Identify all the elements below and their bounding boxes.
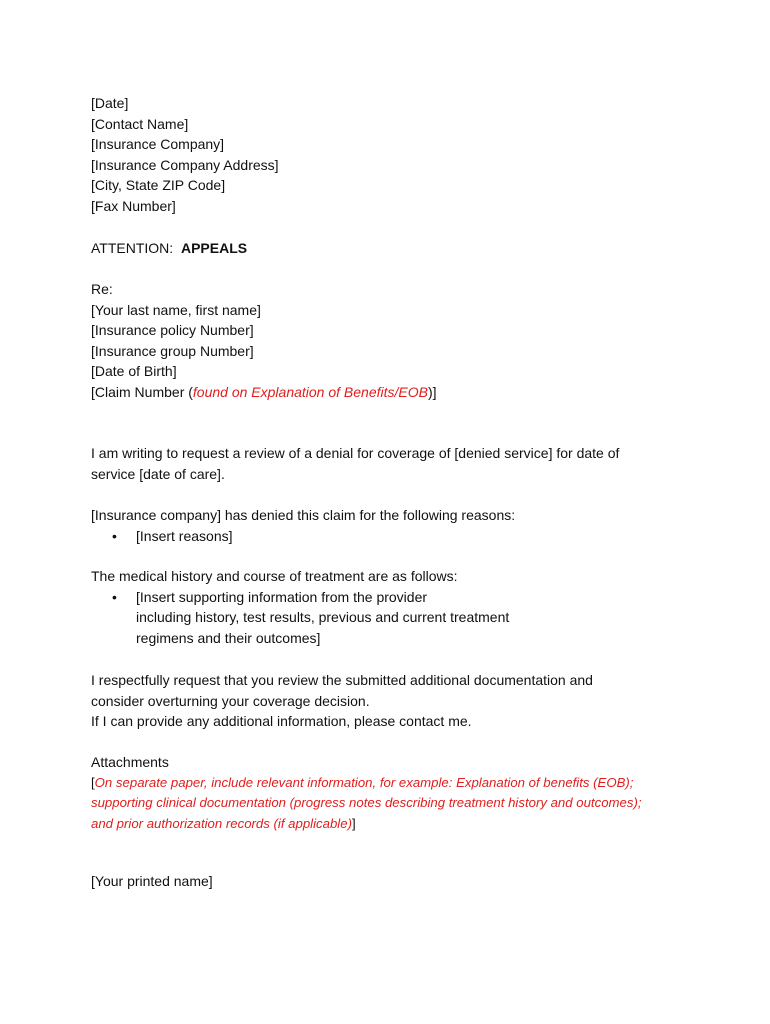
- history-bullet-text-2: including history, test results, previous and current treatment: [136, 609, 510, 626]
- date-line: [Date]: [91, 95, 129, 111]
- intro-paragraph: [91, 443, 619, 484]
- attachments-note-3: and prior authorization records (if applicable): [91, 815, 352, 831]
- history-bullet-continuation: [91, 628, 509, 649]
- attachments-bracket-close: ]: [351, 815, 356, 831]
- attachments-note-line-1: [91, 773, 642, 794]
- re-dob-line: [Date of Birth]: [91, 363, 177, 380]
- denial-paragraph: [91, 505, 515, 546]
- bullet-marker: •: [112, 588, 117, 605]
- re-claim-line: [91, 382, 437, 403]
- attention-label: ATTENTION:: [91, 240, 174, 256]
- history-bullet-text-1: [Insert supporting information from the provider: [136, 588, 428, 605]
- request-line-2: consider overturning your coverage decision.: [91, 692, 370, 709]
- insurance-company-line: [Insurance Company]: [91, 136, 225, 153]
- addressee-block: [91, 93, 279, 217]
- attachments-bracket-open: [: [91, 774, 95, 790]
- history-bullet-text-3: regimens and their outcomes]: [136, 629, 321, 646]
- attention-block: [91, 238, 247, 259]
- attention-line: [91, 238, 247, 259]
- contact-name-line: [Contact Name]: [91, 115, 189, 132]
- denial-bullet-text: [Insert reasons]: [136, 527, 233, 544]
- re-block: [91, 279, 437, 403]
- attachments-note-line-2: [91, 793, 642, 814]
- history-bullet-item: [91, 587, 509, 608]
- history-paragraph: [91, 566, 509, 648]
- re-label: Re:: [91, 281, 113, 297]
- intro-line-1: I am writing to request a review of a denial for coverage of [denied service] for date of: [91, 445, 620, 461]
- request-line-3: If I can provide any additional information, please contact me.: [91, 713, 472, 730]
- attachments-note-1: On separate paper, include relevant information, for example: Explanation of benefits (EOB);: [94, 774, 634, 790]
- printed-name-line: [Your printed name]: [91, 873, 213, 889]
- city-state-zip-line: [City, State ZIP Code]: [91, 177, 226, 194]
- denial-bullet-item: [91, 526, 515, 547]
- re-policy-line: [Insurance policy Number]: [91, 322, 254, 339]
- attachments-note-line-3: [91, 814, 642, 835]
- claim-note: found on Explanation of Benefits/EOB: [192, 383, 428, 400]
- attachments-note-2: supporting clinical documentation (progress notes describing treatment history and outcomes);: [91, 795, 642, 811]
- request-paragraph: [91, 670, 593, 732]
- attachments-label: Attachments: [91, 754, 169, 770]
- bullet-marker: •: [112, 527, 117, 544]
- intro-line-2: service [date of care].: [91, 465, 225, 482]
- request-line-1: I respectfully request that you review the submitted additional documentation and: [91, 672, 593, 688]
- attention-value: APPEALS: [180, 240, 248, 256]
- fax-number-line: [Fax Number]: [91, 197, 176, 214]
- history-line: The medical history and course of treatment are as follows:: [91, 568, 458, 584]
- claim-suffix: )]: [427, 383, 437, 400]
- insurance-address-line: [Insurance Company Address]: [91, 156, 279, 173]
- signature-block: [91, 871, 213, 892]
- attachments-block: [91, 752, 642, 834]
- claim-prefix: [Claim Number (: [91, 383, 193, 400]
- denial-line: [Insurance company] has denied this claim for the following reasons:: [91, 507, 516, 523]
- re-group-line: [Insurance group Number]: [91, 342, 254, 359]
- history-bullet-continuation: [91, 607, 509, 628]
- re-name-line: [Your last name, first name]: [91, 301, 261, 318]
